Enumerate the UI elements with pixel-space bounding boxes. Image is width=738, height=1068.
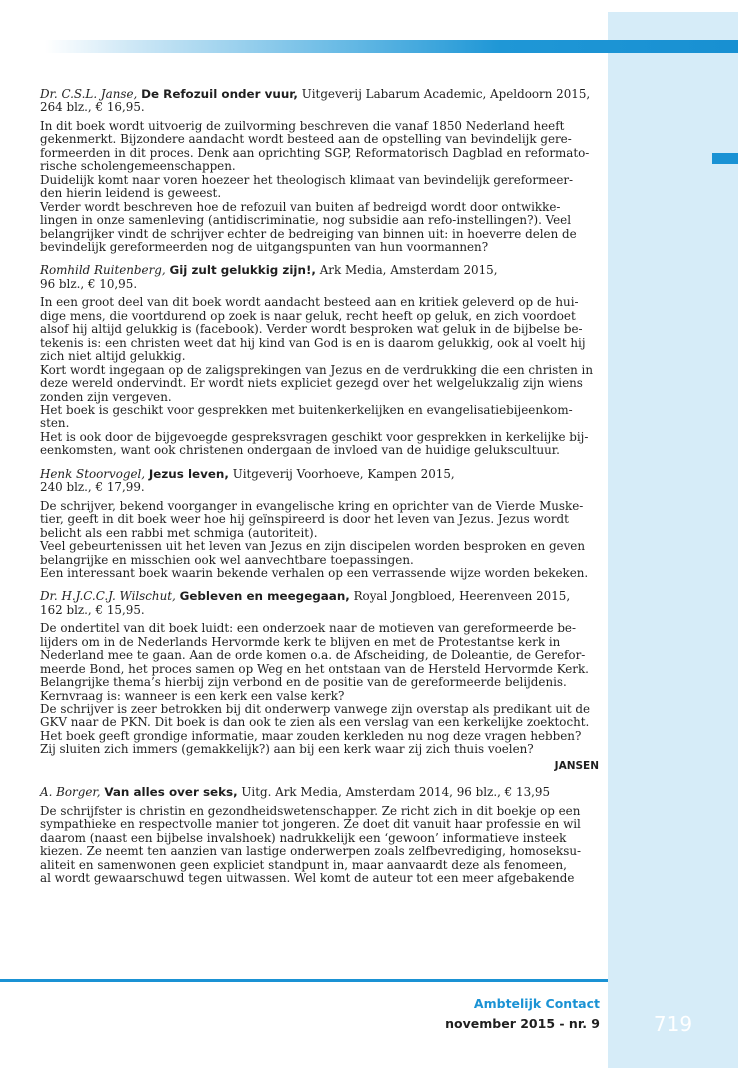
review-line: sympathieke en respectvolle manier tot jongeren. Ze doet dit vanuit haar professie en wil	[40, 817, 581, 832]
review-line: sten.	[40, 416, 70, 431]
side-panel	[608, 12, 738, 1068]
review-author: Henk Stoorvogel,	[40, 466, 146, 481]
review-citation	[40, 88, 599, 115]
review-publisher: Uitgeverij Voorhoeve,	[232, 466, 364, 481]
review-details: Uitg. Ark Media, Amsterdam 2014, 96 blz., € 13,95	[241, 785, 551, 800]
review-line: In dit boek wordt uitvoerig de zuilvorming beschreven die vanaf 1850 Nederland heeft	[40, 118, 565, 133]
review-line: Veel gebeurtenissen uit het leven van Jezus en zijn discipelen worden besproken en geven	[40, 539, 586, 554]
review-line: Nederland mee te gaan. Aan de orde komen o.a. de Afscheiding, de Doleantie, de Gerefor-	[40, 648, 586, 663]
review-price: 96 blz., € 10,95.	[40, 276, 138, 291]
review-line: alsof hij altijd gelukkig is (facebook). Verder wordt besproken wat geluk in de bijbelse be-	[40, 322, 583, 337]
review-line: lingen in onze samenleving (antidiscriminatie, nog subsidie aan refo-instellingen?). Veel	[40, 213, 572, 228]
review-line: lijders om in de Nederlands Hervormde kerk te blijven en met de Protestantse kerk in	[40, 634, 561, 649]
review-publisher: Uitgeverij Labarum Academic,	[301, 87, 487, 101]
review-column	[40, 88, 599, 895]
review-line: zich niet altijd gelukkig.	[40, 349, 186, 364]
review-line: De schrijver is zeer betrokken bij dit onderwerp vanwege zijn overstap als predikant uit de	[40, 702, 591, 717]
review-line: Het boek geeft grondige informatie, maar zouden kerkleden nu nog deze vragen hebben?	[40, 728, 582, 743]
review-line: De schrijfster is christin en gezondheidswetenschapper. Ze richt zich in dit boekje op een	[40, 803, 581, 818]
magazine-name: Ambtelijk Contact	[473, 996, 600, 1011]
review-place-year: Kampen 2015,	[367, 466, 455, 481]
review-body	[40, 805, 599, 886]
review-line: zonden zijn vergeven.	[40, 389, 172, 404]
review-price: 162 blz., € 15,95.	[40, 602, 145, 617]
review-author: Dr. H.J.C.C.J. Wilschut,	[40, 589, 176, 604]
review-publisher: Ark Media,	[319, 263, 387, 278]
review-line: al wordt gewaarschuwd tegen uitwassen. Wel komt de auteur tot een meer afgebakende	[40, 871, 575, 886]
reviewer-signature: JANSEN	[554, 759, 599, 772]
review-line: Het boek is geschikt voor gesprekken met buitenkerkelijken en evangelisatiebijeenkom-	[40, 402, 573, 417]
review-line: deze wereld ondervindt. Er wordt niets expliciet gezegd over het welgelukzalig zijn wiens	[40, 376, 583, 391]
review-body	[40, 622, 599, 757]
review-line: daarom (naast een bijbelse invalshoek) nadrukkelijk een ‘gewoon’ informatieve insteek	[40, 830, 567, 845]
review-citation	[40, 468, 599, 495]
review-line: aliteit en samenwonen geen expliciet standpunt in, maar aanvaardt deze als fenomeen,	[40, 857, 567, 872]
review-price: 264 blz., € 16,95.	[40, 100, 145, 115]
review-line: bevindelijk gereformeerden nog de uitgangspunten van hun voormannen?	[40, 239, 489, 254]
review-line: kiezen. Ze neemt ten aanzien van lastige onderwerpen zoals zelfbevrediging, homoseksu-	[40, 844, 582, 859]
review-line: Kernvraag is: wanneer is een kerk een valse kerk?	[40, 688, 345, 703]
review-line: Belangrijke thema’s hierbij zijn verbond en de positie van de gereformeerde belijdenis.	[40, 675, 567, 690]
review-author: Romhild Ruitenberg,	[40, 263, 166, 278]
review-citation	[40, 590, 599, 617]
review-line: GKV naar de PKN. Dit boek is dan ook te zien als een verslag van een kerkelijke zoektocht.	[40, 715, 590, 730]
review-publisher: Royal Jongbloed,	[353, 589, 456, 604]
review-body	[40, 296, 599, 457]
review-line: tekenis is: een christen weet dat hij kind van God is en is daarom gelukkig, ook al voelt hij	[40, 335, 586, 350]
review-line: dige mens, die voortdurend op zoek is naar geluk, recht heeft op geluk, en zich voordoet	[40, 308, 576, 323]
review-line: Een interessant boek waarin bekende verhalen op een verrassende wijze worden bekeken.	[40, 565, 589, 580]
review-line: De ondertitel van dit boek luidt: een onderzoek naar de motieven van gereformeerde be-	[40, 621, 576, 636]
review-line: tier, geeft in dit boek weer hoe hij geïnspireerd is door het leven van Jezus. Jezus wordt	[40, 512, 569, 527]
review-place-year: Apeldoorn 2015,	[490, 87, 591, 101]
review-line: rische scholengemeenschappen.	[40, 159, 236, 174]
top-accent-bar	[0, 40, 738, 53]
review-line: meerde Bond, het proces samen op Weg en het ontstaan van de Hersteld Hervormde Kerk.	[40, 661, 589, 676]
page-number: 719	[653, 1012, 693, 1036]
review-citation	[40, 264, 599, 291]
review-line: gekenmerkt. Bijzondere aandacht wordt besteed aan de opstelling van bevindelijk gere-	[40, 132, 572, 147]
review-title: Gebleven en meegegaan,	[179, 589, 350, 604]
review-place-year: Heerenveen 2015,	[459, 589, 571, 604]
review-title: Jezus leven,	[148, 466, 229, 481]
review-line: Verder wordt beschreven hoe de refozuil van buiten af bedreigd wordt door ontwikke-	[40, 199, 561, 214]
issue-label: november 2015 - nr. 9	[445, 1016, 600, 1031]
review-body	[40, 120, 599, 255]
review-line: formeerden in dit proces. Denk aan oprichting SGP, Reformatorisch Dagblad en reformato-	[40, 145, 590, 160]
review-line: Het is ook door de bijgevoegde gespreksvragen geschikt voor gesprekken in kerkelijke bij-	[40, 429, 589, 444]
review-author: A. Borger,	[40, 785, 101, 800]
review-line: In een groot deel van dit boek wordt aandacht besteed aan en kritiek geleverd op de hui-	[40, 295, 579, 310]
review-price: 240 blz., € 17,99.	[40, 480, 145, 495]
review-line: eenkomsten, want ook christenen ondergaan de invloed van de huidige gelukscultuur.	[40, 443, 560, 458]
side-tab-marker	[712, 153, 738, 164]
review-line: Kort wordt ingegaan op de zaligsprekingen van Jezus en de verdrukking die een christen in	[40, 362, 594, 377]
review-line: Zij sluiten zich immers (gemakkelijk?) aan bij een kerk waar zij zich thuis voelen?	[40, 742, 534, 757]
review-line: belangrijker vindt de schrijver echter de bedreiging van binnen uit: in hoeverre delen de	[40, 226, 577, 241]
review-citation	[40, 786, 599, 799]
footer-rule	[0, 979, 608, 982]
review-line: den hierin leidend is geweest.	[40, 186, 222, 201]
review-title: De Refozuil onder vuur,	[141, 87, 298, 101]
review-line: Duidelijk komt naar voren hoezeer het theologisch klimaat van bevindelijk gereformeer-	[40, 172, 574, 187]
review-title: Gij zult gelukkig zijn!,	[169, 263, 316, 278]
review-line: belangrijke en misschien ook wel aanvechtbare toepassingen.	[40, 552, 414, 567]
review-body	[40, 500, 599, 581]
review-line: De schrijver, bekend voorganger in evangelische kring en oprichter van de Vierde Muske-	[40, 498, 584, 513]
review-line: belicht als een rabbi met schmiga (autoriteit).	[40, 525, 318, 540]
review-place-year: Amsterdam 2015,	[390, 263, 498, 278]
review-title: Van alles over seks,	[104, 785, 238, 800]
review-author: Dr. C.S.L. Janse,	[40, 87, 138, 101]
